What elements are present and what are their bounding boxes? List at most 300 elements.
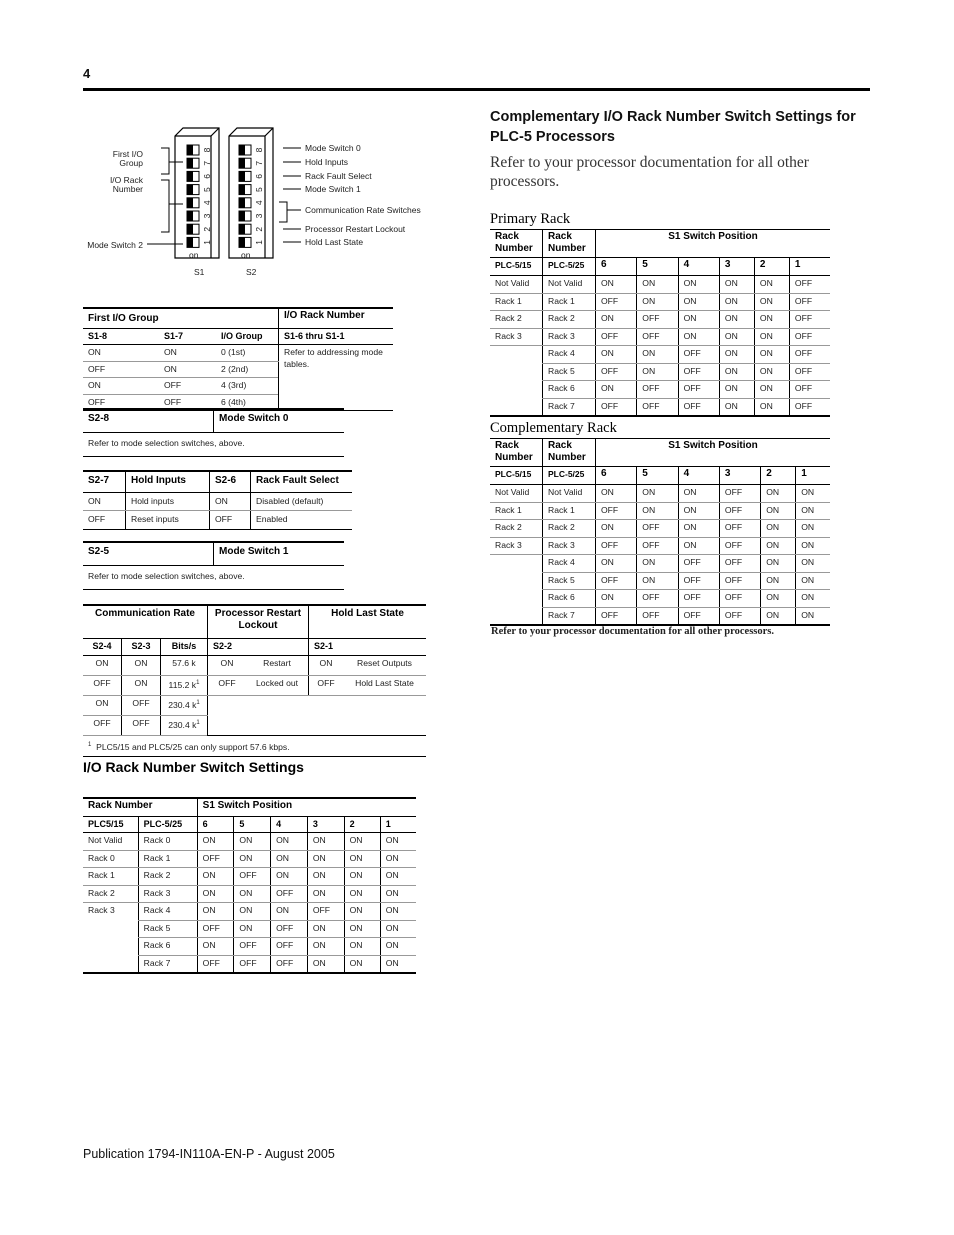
table-cell: Rack 2	[490, 311, 543, 329]
complementary-intro: Refer to your processor documentation for all other processors.	[490, 154, 809, 190]
s2-3-header: S2-3	[122, 639, 161, 656]
table-cell: Rack 1	[83, 868, 138, 886]
table-cell: OFF	[637, 398, 678, 416]
rate-cell	[161, 715, 208, 735]
table-cell: ON	[234, 833, 271, 851]
mode-switch-1-header: Mode Switch 1	[214, 542, 345, 565]
table-cell: ON	[197, 938, 234, 956]
table-cell: ON	[307, 868, 344, 886]
table-cell: OFF	[637, 537, 678, 555]
table-cell: ON	[307, 955, 344, 973]
comm-rate-table	[83, 604, 426, 757]
table-cell: ON	[380, 885, 416, 903]
table-cell: OFF	[637, 381, 678, 399]
table-cell	[490, 381, 543, 399]
table-cell: OFF	[596, 502, 637, 520]
table-cell: ON	[796, 572, 830, 590]
table-cell: OFF	[83, 361, 159, 378]
table-cell: OFF	[789, 363, 830, 381]
table-row	[83, 938, 416, 956]
table-cell: OFF	[596, 398, 637, 416]
table-cell: OFF	[637, 520, 678, 538]
table-row	[83, 655, 426, 675]
table-cell: ON	[234, 903, 271, 921]
table-row	[83, 920, 416, 938]
column-header: 4	[271, 816, 308, 833]
table-cell: OFF	[596, 607, 637, 625]
table-cell: OFF	[678, 346, 719, 364]
table-cell: OFF	[596, 363, 637, 381]
table-cell	[490, 363, 543, 381]
column-header: PLC-5/15	[490, 258, 543, 276]
table-cell: ON	[678, 502, 719, 520]
table-cell: ON	[761, 502, 796, 520]
hold-inputs-header: Hold Inputs	[126, 471, 210, 492]
table-row	[490, 520, 830, 538]
rate-cell	[161, 695, 208, 715]
table-cell: ON	[596, 555, 637, 573]
s2-switch-number: 8	[254, 147, 264, 153]
table-cell: ON	[754, 363, 789, 381]
s2-switch-knob-7	[239, 158, 245, 168]
first-io-group-header: First I/O Group	[83, 308, 279, 328]
complementary-rack-table-wrap	[490, 438, 830, 626]
column-header: PLC5/15	[83, 816, 138, 833]
table-cell: OFF	[271, 885, 308, 903]
table-cell: ON	[761, 607, 796, 625]
footnote-ref: 1	[196, 699, 200, 706]
table-cell: Rack 6	[543, 381, 596, 399]
subheader-row	[490, 467, 830, 485]
first-io-group-label: First I/O	[112, 149, 143, 159]
rack-number-header: Rack Number	[490, 439, 543, 467]
table-cell: ON	[344, 850, 380, 868]
table-cell: ON	[159, 345, 216, 362]
primary-rack-table	[490, 229, 830, 417]
table-cell: OFF	[234, 955, 271, 973]
s1-switch-knob-4	[187, 198, 193, 208]
s1-label: S1	[194, 267, 205, 277]
s2-switch-knob-4	[239, 198, 245, 208]
table-cell: ON	[719, 328, 754, 346]
table-cell: ON	[637, 555, 678, 573]
table-cell: OFF	[789, 276, 830, 294]
s2-5-table	[83, 541, 344, 590]
table-cell: ON	[719, 398, 754, 416]
table-cell: ON	[761, 520, 796, 538]
table-cell: ON	[796, 520, 830, 538]
column-header: 4	[678, 467, 719, 485]
s2-switch-knob-3	[239, 211, 245, 221]
column-header: 4	[678, 258, 719, 276]
table-cell: Rack 5	[543, 572, 596, 590]
s2-8-table-wrap	[83, 408, 344, 457]
table-cell	[490, 555, 543, 573]
processor-restart-lockout-header: Processor Restart Lockout	[208, 605, 309, 639]
table-cell: OFF	[197, 920, 234, 938]
table-cell: ON	[596, 520, 637, 538]
table-cell: OFF	[159, 394, 216, 411]
table-cell: Not Valid	[83, 833, 138, 851]
table-cell: ON	[796, 555, 830, 573]
subheader-row	[490, 258, 830, 276]
processor-doc-note: Refer to your processor documentation for all other processors.	[491, 626, 774, 637]
communication-rate-label: Communication Rate Switches	[305, 205, 421, 215]
table-row	[490, 311, 830, 329]
s1-switch-number: 6	[202, 174, 212, 179]
s1-switch-number: 4	[202, 200, 212, 206]
table-row	[490, 346, 830, 364]
s2-switch-number: 6	[254, 174, 264, 179]
table-cell: ON	[208, 655, 247, 675]
table-cell: OFF	[271, 955, 308, 973]
s2-2-header: S2-2	[208, 639, 247, 656]
table-row	[83, 955, 416, 973]
table-cell: ON	[307, 885, 344, 903]
mode-switch-0-header: Mode Switch 0	[214, 409, 345, 432]
s2-5-header: S2-5	[88, 546, 110, 557]
table-row	[490, 572, 830, 590]
table-cell	[83, 955, 138, 973]
table-cell: ON	[754, 381, 789, 399]
table-cell: ON	[122, 675, 161, 695]
column-header: 5	[637, 258, 678, 276]
column-header: PLC-5/25	[543, 258, 596, 276]
table-cell: 2 (2nd)	[216, 361, 279, 378]
table-cell: ON	[210, 492, 251, 511]
table-row	[83, 511, 352, 530]
table-cell: OFF	[678, 363, 719, 381]
table-cell: OFF	[208, 675, 247, 695]
table-cell: Rack 5	[543, 363, 596, 381]
table-cell: Rack 2	[543, 311, 596, 329]
table-cell: OFF	[789, 381, 830, 399]
table-row	[490, 485, 830, 503]
column-header: 3	[719, 467, 760, 485]
table-cell: OFF	[234, 938, 271, 956]
table-cell: Rack 2	[490, 520, 543, 538]
table-cell: ON	[678, 293, 719, 311]
mode-switch-2-label: Mode Switch 2	[87, 240, 143, 250]
table-cell: ON	[719, 311, 754, 329]
table-cell: Disabled (default)	[251, 492, 353, 511]
s2-8-note: Refer to mode selection switches, above.	[88, 437, 245, 448]
s2-6-header: S2-6	[210, 471, 251, 492]
table-row	[490, 276, 830, 294]
table-cell	[490, 607, 543, 625]
table-cell: ON	[754, 293, 789, 311]
table-cell: ON	[344, 833, 380, 851]
table-cell: OFF	[678, 398, 719, 416]
table-cell: OFF	[159, 378, 216, 395]
complementary-section-title: Complementary I/O Rack Number Switch Settings for PLC-5 Processors	[490, 109, 856, 145]
io-rack-section-title: I/O Rack Number Switch Settings	[83, 759, 304, 775]
s1-switch-number: 3	[202, 213, 212, 219]
table-cell: OFF	[234, 868, 271, 886]
table-cell: ON	[596, 346, 637, 364]
header-row	[490, 439, 830, 467]
table-cell: OFF	[678, 555, 719, 573]
s2-7-header: S2-7	[88, 475, 110, 486]
s2-5-table-wrap	[83, 541, 344, 590]
table-cell: ON	[344, 955, 380, 973]
column-header: 2	[754, 258, 789, 276]
table-cell: ON	[754, 346, 789, 364]
s1-7-header: S1-7	[159, 328, 216, 345]
s2-switch-knob-8	[239, 145, 245, 155]
hold-inputs-table-wrap	[83, 470, 352, 530]
table-cell: ON	[380, 903, 416, 921]
s2-switch-number: 7	[254, 160, 264, 166]
io-group-header: I/O Group	[216, 328, 279, 345]
header-rule	[83, 88, 870, 91]
column-header: 5	[637, 467, 678, 485]
s2-switches	[239, 145, 264, 247]
table-cell	[490, 398, 543, 416]
table-cell: ON	[234, 920, 271, 938]
table-cell: OFF	[719, 555, 760, 573]
s2-8-table	[83, 408, 344, 457]
table-cell: ON	[307, 938, 344, 956]
table-cell: Rack 0	[83, 850, 138, 868]
complementary-rack-table	[490, 438, 830, 626]
table-cell: ON	[197, 868, 234, 886]
s1-switch-position-header: S1 Switch Position	[596, 230, 831, 258]
s1-switch-position-header: S1 Switch Position	[596, 439, 831, 467]
column-header: PLC-5/15	[490, 467, 543, 485]
table-cell: OFF	[637, 590, 678, 608]
hold-last-state-header: Hold Last State	[309, 605, 427, 639]
table-cell: OFF	[789, 398, 830, 416]
empty-cell	[208, 695, 427, 735]
s2-switch-knob-5	[239, 185, 245, 195]
first-io-group-label-2: Group	[119, 158, 143, 168]
table-cell: ON	[344, 868, 380, 886]
table-cell: Rack 1	[490, 502, 543, 520]
rate-value: 115.2 k	[168, 679, 197, 690]
table-cell: Enabled	[251, 511, 353, 530]
table-row	[83, 885, 416, 903]
primary-rack-title: Primary Rack	[490, 211, 571, 227]
table-cell: ON	[678, 520, 719, 538]
table-cell: Not Valid	[543, 276, 596, 294]
table-cell: ON	[197, 833, 234, 851]
table-cell: Rack 1	[490, 293, 543, 311]
table-cell: OFF	[83, 715, 122, 735]
table-cell: OFF	[789, 328, 830, 346]
table-cell: OFF	[83, 511, 126, 530]
table-cell: OFF	[678, 381, 719, 399]
table-row	[490, 328, 830, 346]
table-cell: ON	[678, 485, 719, 503]
table-cell: ON	[678, 276, 719, 294]
table-cell: OFF	[719, 607, 760, 625]
dip-switch-diagram	[83, 122, 428, 280]
table-cell: Rack 2	[83, 885, 138, 903]
s1-switch-number: 7	[202, 160, 212, 166]
io-rack-table-wrap	[83, 797, 416, 974]
rack-number-header: Rack Number	[543, 439, 596, 467]
table-cell: ON	[234, 885, 271, 903]
table-cell: OFF	[637, 607, 678, 625]
table-cell: ON	[344, 920, 380, 938]
table-cell: ON	[159, 361, 216, 378]
table-row	[490, 293, 830, 311]
table-cell: ON	[761, 555, 796, 573]
table-cell: ON	[83, 345, 159, 362]
table-row	[83, 868, 416, 886]
first-io-group-table-wrap	[83, 307, 393, 411]
table-row	[490, 607, 830, 625]
column-header: 6	[596, 467, 637, 485]
table-cell: Rack 3	[490, 537, 543, 555]
table-row	[83, 345, 393, 362]
table-cell: ON	[83, 695, 122, 715]
io-rack-number-header: I/O Rack Number	[279, 308, 394, 328]
table-cell: ON	[271, 903, 308, 921]
table-cell: Rack 2	[543, 520, 596, 538]
table-row	[490, 398, 830, 416]
table-cell: ON	[719, 363, 754, 381]
table-cell: OFF	[789, 311, 830, 329]
hold-inputs-table	[83, 470, 352, 530]
table-row	[83, 903, 416, 921]
table-cell: ON	[678, 328, 719, 346]
table-cell: OFF	[197, 955, 234, 973]
rate-cell	[161, 655, 208, 675]
footnote-mark: 1	[88, 741, 92, 748]
rate-value: 230.4 k	[168, 719, 197, 730]
footnote-text: PLC5/15 and PLC5/25 can only support 57.6 kbps.	[96, 741, 290, 752]
s2-switch-number: 5	[254, 187, 264, 192]
rack-number-note: Refer to addressing mode tables.	[279, 345, 394, 411]
table-cell: ON	[197, 885, 234, 903]
column-header: 5	[234, 816, 271, 833]
table-cell: Rack 5	[138, 920, 197, 938]
s2-switch-knob-1	[239, 237, 245, 247]
s1-8-header: S1-8	[83, 328, 159, 345]
table-cell: Rack 4	[543, 346, 596, 364]
table-cell: 4 (3rd)	[216, 378, 279, 395]
s2-4-header: S2-4	[92, 641, 112, 651]
table-cell: ON	[754, 276, 789, 294]
table-row	[490, 555, 830, 573]
dip-switch-svg	[83, 122, 428, 280]
table-cell: OFF	[596, 537, 637, 555]
table-cell: OFF	[678, 607, 719, 625]
table-cell: Rack 3	[138, 885, 197, 903]
table-cell: OFF	[789, 346, 830, 364]
rack-number-header: Rack Number	[543, 230, 596, 258]
s1-6-thru-s1-1-header: S1-6 thru S1-1	[279, 328, 394, 345]
table-cell: Hold Last State	[343, 675, 426, 695]
table-cell	[83, 938, 138, 956]
column-header: 1	[380, 816, 416, 833]
table-cell: Rack 1	[543, 502, 596, 520]
mode-switch-1-label: Mode Switch 1	[305, 184, 361, 194]
table-cell: ON	[596, 381, 637, 399]
comm-rate-table-wrap	[83, 604, 426, 757]
table-cell: OFF	[122, 715, 161, 735]
header-row	[490, 230, 830, 258]
table-cell: ON	[637, 485, 678, 503]
table-cell	[490, 590, 543, 608]
column-header: 6	[197, 816, 234, 833]
table-cell: ON	[754, 328, 789, 346]
footnote-ref: 1	[196, 679, 200, 686]
s1-switch-knob-8	[187, 145, 193, 155]
table-cell: ON	[754, 398, 789, 416]
column-header: PLC-5/25	[138, 816, 197, 833]
table-cell: Rack 6	[138, 938, 197, 956]
s2-switch-number: 1	[254, 240, 264, 245]
s1-switch-knob-1	[187, 237, 193, 247]
primary-rack-table-wrap	[490, 229, 830, 417]
table-cell: ON	[596, 311, 637, 329]
column-header: 3	[719, 258, 754, 276]
table-cell: ON	[637, 293, 678, 311]
s1-switch-number: 8	[202, 147, 212, 153]
table-cell: ON	[761, 590, 796, 608]
table-cell: Hold inputs	[126, 492, 210, 511]
column-header: 3	[307, 816, 344, 833]
table-cell: OFF	[309, 675, 344, 695]
table-cell: Reset inputs	[126, 511, 210, 530]
table-cell: Rack 2	[138, 868, 197, 886]
table-cell: ON	[637, 572, 678, 590]
table-cell: ON	[796, 537, 830, 555]
s1-switch-number: 5	[202, 187, 212, 192]
table-cell: Rack 3	[543, 328, 596, 346]
table-cell: ON	[380, 955, 416, 973]
column-header: 2	[761, 467, 796, 485]
hold-last-state-label: Hold Last State	[305, 237, 364, 247]
table-row	[490, 363, 830, 381]
table-cell: Not Valid	[490, 485, 543, 503]
table-row	[83, 675, 426, 695]
table-row	[490, 381, 830, 399]
table-row	[490, 502, 830, 520]
table-cell: Rack 0	[138, 833, 197, 851]
table-cell: OFF	[719, 537, 760, 555]
table-cell: ON	[719, 293, 754, 311]
io-rack-number-label: I/O Rack	[109, 175, 143, 185]
table-cell: OFF	[637, 328, 678, 346]
first-io-group-table	[83, 307, 393, 411]
s2-switch-number: 4	[254, 200, 264, 206]
page-number: 4	[83, 66, 91, 81]
table-cell: Rack 7	[543, 607, 596, 625]
table-cell: OFF	[719, 572, 760, 590]
table-cell: ON	[83, 378, 159, 395]
table-cell: Rack 3	[543, 537, 596, 555]
s2-switch-knob-2	[239, 224, 245, 234]
table-cell: OFF	[678, 590, 719, 608]
table-cell: ON	[719, 346, 754, 364]
table-row	[83, 695, 426, 715]
table-cell: ON	[637, 276, 678, 294]
s1-switch-knob-3	[187, 211, 193, 221]
table-cell: OFF	[596, 572, 637, 590]
table-cell: Rack 1	[543, 293, 596, 311]
table-cell: ON	[754, 311, 789, 329]
table-cell: ON	[307, 833, 344, 851]
table-cell: Rack 7	[543, 398, 596, 416]
table-cell: Rack 1	[138, 850, 197, 868]
footnote-ref: 1	[196, 719, 200, 726]
publication-footer: Publication 1794-IN110A-EN-P - August 2005	[83, 1147, 335, 1161]
table-cell: ON	[678, 537, 719, 555]
